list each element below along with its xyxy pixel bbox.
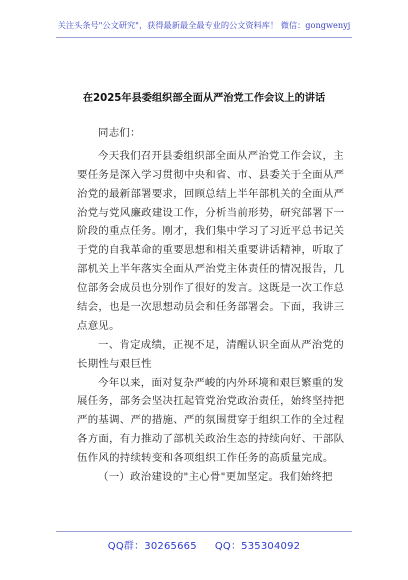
paragraph-line: 治党与党风廉政建设工作，分析当前形势，研究部署下一 (77, 206, 345, 219)
footer-divider (56, 531, 352, 532)
paragraph-line: 位部务会成员也分别作了很好的发言。这既是一次工作总 (77, 282, 345, 295)
section-heading: 长期性与艰巨性 (77, 357, 152, 370)
section-heading: 一、肯定成绩，正视不足，清醒认识全面从严治党的 (98, 338, 344, 351)
paragraph-line: 阶段的重点任务。刚才，我们集中学习了习近平总书记关 (77, 225, 345, 238)
paragraph-line: 严的基调、严的措施、严的氛围贯穿于组织工作的全过程 (77, 414, 345, 427)
document-title: 在2025年县委组织部全面从严治党工作会议上的讲话 (82, 93, 326, 104)
promo-banner: 关注头条号"公文研究"，获得最新最全最专业的公文资料库！ 微信：gongwenyj (57, 20, 351, 30)
paragraph-line: 于党的自我革命的重要思想和相关重要讲话精神，听取了 (77, 244, 345, 257)
salutation: 同志们： (98, 127, 141, 139)
subsection-heading: （一）政治建设的"主心骨"更加坚定。我们始终把 (98, 471, 333, 484)
qq-group-number: QQ群：30265665 (107, 541, 197, 552)
paragraph-line: 部机关上半年落实全面从严治党主体责任的情况报告，几 (77, 263, 345, 276)
qq-number: QQ：535304092 (214, 541, 301, 552)
document-body (77, 124, 353, 487)
paragraph-line: 展任务，部务会坚决扛起管党治党政治责任，始终坚持把 (77, 395, 345, 408)
contact-footer (0, 537, 408, 552)
paragraph-line: 今天我们召开县委组织部全面从严治党工作会议，主 (98, 149, 344, 162)
paragraph-line: 治党的最新部署要求，回顾总结上半年部机关的全面从严 (77, 187, 345, 200)
paragraph-line: 今年以来，面对复杂严峻的内外环境和艰巨繁重的发 (98, 376, 344, 389)
paragraph-line: 结会，也是一次思想动员会和任务部署会。下面，我讲三 (77, 301, 345, 314)
header-divider (56, 37, 352, 38)
paragraph-line: 点意见。 (77, 319, 120, 332)
paragraph-line: 伍作风的持续转变和各项组织工作任务的高质量完成。 (77, 452, 334, 465)
paragraph-line: 要任务是深入学习贯彻中央和省、市、县委关于全面从严 (77, 168, 345, 181)
paragraph-line: 各方面，有力推动了部机关政治生态的持续向好、干部队 (77, 433, 345, 446)
